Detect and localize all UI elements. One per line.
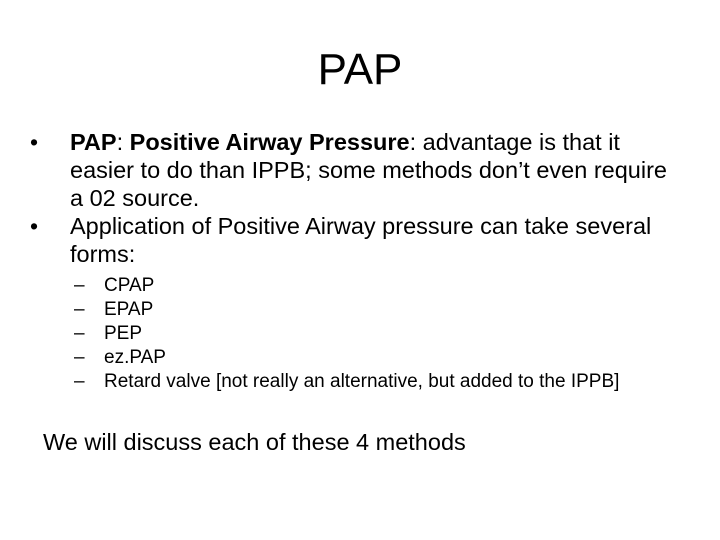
dash-marker: – — [74, 371, 85, 392]
bullet-marker: • — [30, 129, 39, 155]
term-separator: : — [116, 129, 130, 155]
term-pap: PAP — [70, 129, 117, 155]
bullet-application-forms — [30, 212, 670, 268]
sub-item-text: EPAP — [104, 299, 154, 320]
bullet-text: : advantage is that it easier to do than IPPB; some methods don’t even require a 02 source. — [70, 129, 667, 211]
bullet-list — [0, 128, 720, 394]
bullet-pap-definition — [30, 128, 670, 212]
sub-item-pep — [74, 322, 720, 346]
sub-item-epap — [74, 298, 720, 322]
sub-item-text: CPAP — [104, 275, 155, 296]
sub-item-ezpap — [74, 346, 720, 370]
slide-footer-note: We will discuss each of these 4 methods — [43, 429, 466, 455]
bullet-marker: • — [30, 213, 39, 239]
sub-item-retard-valve — [74, 370, 720, 394]
sub-item-cpap — [74, 274, 720, 298]
bullet-text: Application of Positive Airway pressure can take several forms: — [70, 213, 652, 267]
sub-item-list — [0, 274, 720, 394]
dash-marker: – — [74, 347, 85, 368]
term-expansion: Positive Airway Pressure — [129, 129, 410, 155]
dash-marker: – — [74, 299, 85, 320]
sub-item-text: PEP — [104, 323, 143, 344]
sub-item-text: Retard valve [not really an alternative, but added to the IPPB] — [104, 371, 620, 392]
sub-item-text: ez.PAP — [104, 347, 166, 368]
slide-title: PAP — [317, 45, 403, 94]
dash-marker: – — [74, 275, 85, 296]
dash-marker: – — [74, 323, 85, 344]
